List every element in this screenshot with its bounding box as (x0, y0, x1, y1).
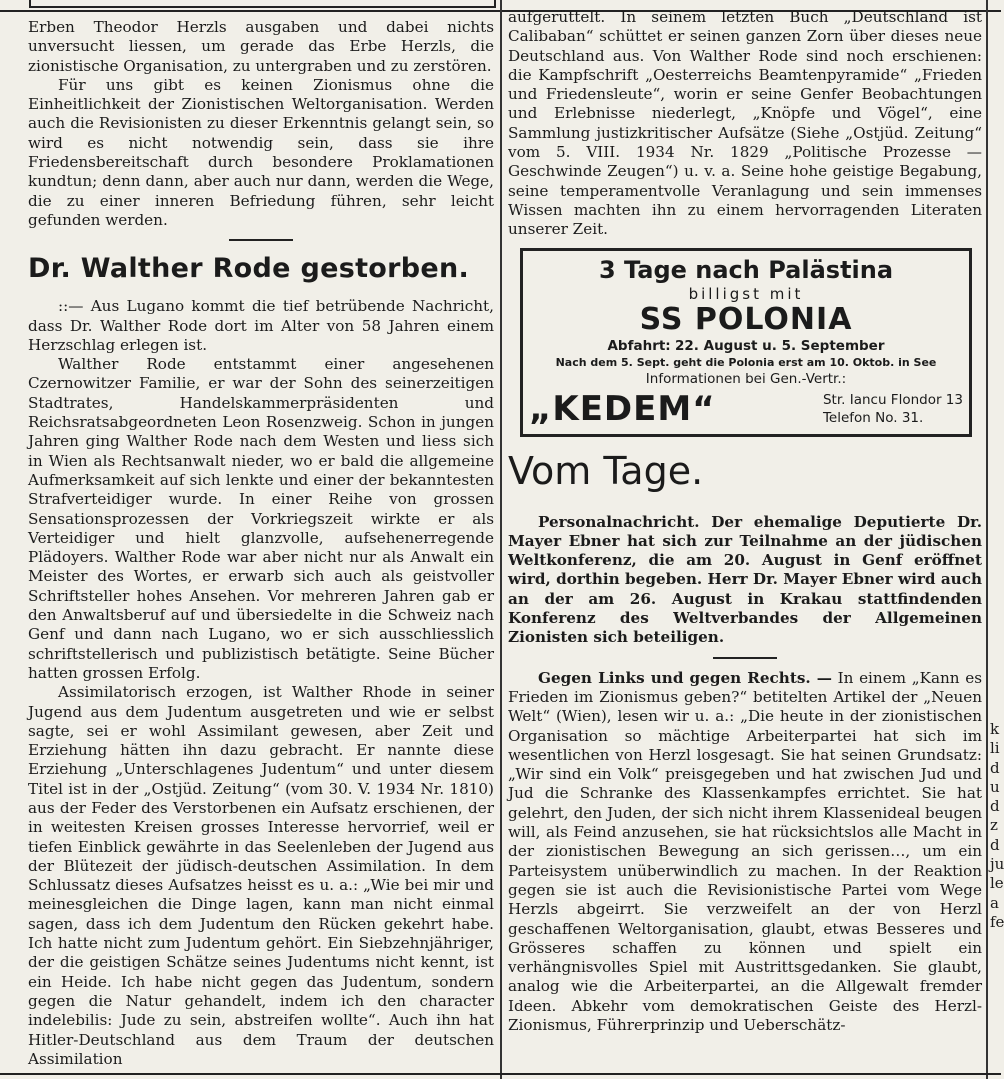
ad-dates-label: Abfahrt: (607, 337, 671, 354)
ad-brand: „KEDEM“ (529, 388, 716, 429)
paragraph: Erben Theodor Herzls ausgaben und dabei nichts unversucht liessen, um gerade das Erbe Herzls, die zionistische Organisation, zu untergraben und zu zerstören. (28, 18, 494, 75)
news-item (508, 669, 982, 1036)
paragraph: Walther Rode entstammt einer angesehenen Czernowitzer Familie, er war der Sohn des seinerzeitigen Stadtrates, Handelskammerpräsidenten und Reichsratsabgeordneten Leon Rosenzweig. Schon in jungen Jahren ging Walther Rode nach dem Westen und liess sich in Wien als Rechtsanwalt nieder, wo er bald die allgemeine Aufmerksamkeit auf sich lenkte und einer der bekanntesten Strafverteidiger wurde. In einer Reihe von grossen Sensationsprozessen der Vorkriegszeit wirkte er als Verteidiger und hielt glanzvolle, aufsehenerregende Plädoyers. Walther Rode war aber nicht nur als Anwalt ein Meister des Wortes, er erwarb sich auch als geistvoller Schriftsteller hohes Ansehen. Vor mehreren Jahren gab er den Anwaltsberuf auf und übersiedelte in die Schweiz nach Genf und dann nach Lugano, wo er sich ausschliesslich schriftstellerisch und publizistisch betätigte. Seine Bücher hatten grossen Erfolg. (28, 355, 494, 682)
column-separator-right (986, 0, 988, 1079)
ad-address (823, 391, 963, 427)
news-text: In einem „Kann es Frieden im Zionismus geben?“ betitelten Artikel der „Neuen Welt“ (Wien), lesen wir u. a.: „Die heute in der zionistischen Organisation so mächtige Arbeiterpartei hat sich im wesentlichen von Herzl losgesagt. Sie hat seinen Grundsatz: „Wir sind ein Volk“ preisgegeben und hat zwischen Jud und Jud die Schranke des Klassenkampfes errichtet. Sie hat gelehrt, den Juden, der sich nicht ihrem Klassenideal beugen will, als Feind anzusehen, sie hat rücksichtslos alle Macht in der zionistischen Bewegung an sich gerissen…, um ein Parteisystem unüberwindlich zu machen. In der Reaktion gegen sie ist auch die Revisionistische Partei vom Wege Herzls abgeirrt. Sie verzweifelt an der von Herzl geschaffenen Weltorganisation, glaubt, etwas Besseres und Grösseres schaffen zu können und spielt ein verhängnisvolles Spiel mit Austrittsgedanken. Sie glaubt, analog wie die Arbeiterpartei, an die Allgewalt fremder Ideen. Abkehr vom demokratischen Geiste des Herzl-Zionismus, Führerprinzip und Ueberschätz- (508, 668, 982, 1034)
fragment: z (990, 816, 998, 835)
paragraph: Für uns gibt es keinen Zionismus ohne die Einheitlichkeit der Zionistischen Weltorganisation. Werden auch die Revisionisten zu dieser Erkenntnis gelangt sein, so wird es nicht notwendig sein, dass sie ihre Friedensbereitschaft durch besondere Proklamationen kundtun; denn dann, aber auch nur dann, werden die Wege, die zu einer inneren Befriedung führen, sehr leicht gefunden werden. (28, 75, 494, 229)
fragment: d (990, 758, 1000, 777)
fragment: u (990, 777, 1000, 796)
bottom-rule (0, 1073, 1001, 1075)
fragment: li (990, 739, 1000, 758)
fragment: a (990, 893, 999, 912)
ad-ship-name: SS POLONIA (639, 301, 853, 337)
ad-info: Informationen bei Gen.-Vertr.: (645, 370, 847, 387)
ad-title: 3 Tage nach Palästina (598, 255, 894, 284)
right-column-fragments (990, 720, 1004, 932)
ad-dates (529, 337, 963, 355)
news-title: Gegen Links und gegen Rechts. — (538, 668, 832, 687)
paragraph: Assimilatorisch erzogen, ist Walther Rhode in seiner Jugend aus dem Judentum ausgetreten und wie er selbst sagte, sei er wohl Assimilant gewesen, aber Zeit und Erziehung hätten ihn dazu gebracht. Er nannte diese Erziehung „Unterschlagenes Judentum“ und unter diesem Titel ist in der „Ostjüd. Zeitung“ (vom 30. V. 1934 Nr. 1810) aus der Feder des Verstorbenen ein Aufsatz erschienen, der in weitesten Kreisen grosses Interesse hervorrief, weil er tiefen Einblick gewährte in das Seelenleben der Jugend aus der Blütezeit der jüdisch-deutschen Assimilation. In dem Schlussatz dieses Aufsatzes heisst es u. a.: „Wie bei mir und meinesgleichen die Dinge lagen, kann man nicht einmal sagen, dass ich dem Judentum den Rücken gekehrt habe. Ich hatte nicht zum Judentum gehört. Ein Siebzehnjähriger, der die geistigen Schätze seines Judentums nicht kennt, ist ein Heide. Ich habe nicht gegen das Judentum, sondern gegen die Natur gehandelt, indem ich den character indelebilis: Jude zu sein, abstreifen wollte“. Auch ihn hat Hitler-Deutschland aus dem Traum der deutschen Assimilation (28, 683, 494, 1068)
middle-column (508, 8, 982, 1035)
fragment: d (990, 797, 1000, 816)
paragraph: aufgerüttelt. In seinem letzten Buch „Deutschland ist Calibaban“ schüttet er seinen ganzen Zorn über dieses neue Deutschland aus. Von Walther Rode sind noch erschienen: die Kampfschrift „Oesterreichs Beamtenpyramide“ „Frieden und Friedensleute“, worin er seine Genfer Beobachtungen und Erlebnisse niederlegt, „Knöpfe und Vögel“, eine Sammlung justizkritischer Aufsätze (Siehe „Ostjüd. Zeitung“ vom 5. VIII. 1934 Nr. 1829 „Politische Prozesse — Geschwinde Zeugen“) u. v. a. Seine hohe geistige Begabung, seine temperamentvolle Veranlagung und sein immenses Wissen machten ihn zu einem hervorragenden Literaten unserer Zeit. (508, 8, 982, 239)
news-title: Personalnachricht. (538, 512, 700, 531)
divider (229, 239, 293, 241)
divider (713, 657, 777, 659)
paragraph: ::— Aus Lugano kommt die tief betrübende Nachricht, dass Dr. Walther Rode dort im Alter von 58 Jahren einem Herzschlag erlegen ist. (28, 297, 494, 354)
article-heading: Dr. Walther Rode gestorben. (28, 253, 470, 285)
news-item (508, 513, 982, 648)
column-separator (500, 0, 502, 1079)
fragment: fe (990, 912, 1004, 931)
news-text: Der ehemalige Deputierte Dr. Mayer Ebner hat sich zur Teilnahme an der jüdischen Weltkonferenz, die am 20. August in Genf eröffnet wird, dorthin begeben. Herr Dr. Mayer Ebner wird auch an der am 26. August in Krakau stattfindenden Konferenz des Weltverbandes der Allgemeinen Zionisten sich beteiligen. (508, 512, 983, 647)
ad-footer (529, 390, 963, 428)
fragment: k (990, 720, 1000, 738)
left-column (28, 18, 494, 1069)
advertisement (520, 248, 972, 437)
ad-phone: Telefon No. 31. (822, 409, 924, 426)
ad-subtitle: billigst mit (688, 284, 804, 303)
ad-note: Nach dem 5. Sept. geht die Polonia erst am 10. Oktob. in See (555, 355, 937, 369)
fragment: le (990, 874, 1004, 893)
top-box-bottom (29, 0, 496, 8)
ad-street: Str. Iancu Flondor 13 (822, 391, 963, 408)
fragment: d (990, 835, 1000, 854)
fragment: ju (990, 855, 1004, 874)
ad-dates-value: 22. August u. 5. September (675, 337, 885, 354)
section-heading: Vom Tage. (508, 448, 704, 493)
